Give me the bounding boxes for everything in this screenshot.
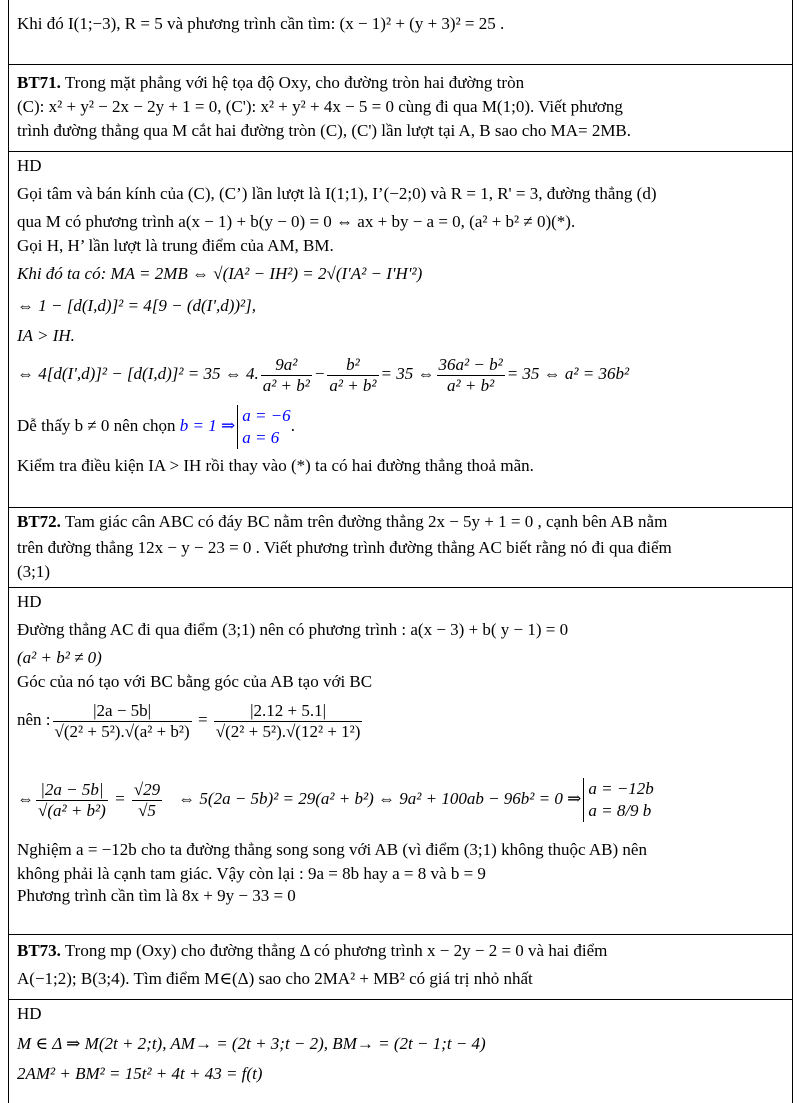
bt72-line-3: (3;1) [17, 562, 51, 581]
hd71-frac-2 [327, 355, 378, 396]
top-line: Khi đó I(1;−3), R = 5 và phương trình cần tìm: (x − 1)² + (y + 3)² = 25 . [17, 14, 505, 33]
hd72-frac-2 [214, 701, 363, 742]
hd71-line-4: Khi đó ta có: MA = 2MB ⇔ √(IA² − IH²) = 2√(I'A² − I'H'²) [17, 264, 423, 283]
hd72-line-5 [17, 764, 784, 834]
hd71-frac-2-num: b² [327, 355, 378, 376]
hd71-case-2: a = 6 [242, 428, 280, 448]
hd71-heading: HD [17, 156, 42, 175]
hd71-line-3: Gọi H, H’ lần lượt là trung điểm của AM, BM. [17, 236, 334, 255]
bt73-line-2: A(−1;2); B(3;4). Tìm điểm M∈(Δ) sao cho 2MA² + MB² có giá trị nhỏ nhất [17, 969, 533, 988]
block-bt73 [9, 935, 792, 1000]
hd71-period: . [290, 416, 295, 435]
hd72-equals: = [193, 710, 212, 729]
hd72-case-1: a = −12b [588, 779, 654, 799]
hd71-l8-a: Dễ thấy b ≠ 0 nên chọn [17, 416, 180, 435]
bt73-label: BT73. [17, 941, 61, 960]
block-bt71 [9, 65, 792, 152]
hd72-frac-1-den: √(2² + 5²).√(a² + b²) [54, 721, 190, 741]
hd71-case-bracket [237, 405, 290, 449]
bt71-line-3: trình đường thẳng qua M cắt hai đường tròn (C), (C') lần lượt tại A, B sao cho MA= 2MB. [17, 121, 632, 140]
bt71-line-2: (C): x² + y² − 2x − 2y + 1 = 0, (C'): x² + y² + 4x − 5 = 0 cùng đi qua M(1;0). Viết phương [17, 97, 623, 116]
bt72-label: BT72. [17, 512, 61, 531]
hd73-heading: HD [17, 1004, 42, 1023]
bt71-line-1 [17, 71, 784, 95]
hd73-line-2: 2AM² + BM² = 15t² + 4t + 43 = f(t) [17, 1064, 263, 1083]
hd72-frac-4 [132, 780, 162, 821]
hd71-frac-3-den: a² + b² [447, 375, 495, 395]
hd72-frac-3-den: √(a² + b²) [38, 800, 106, 820]
bt72-line-2: trên đường thẳng 12x − y − 23 = 0 . Viết phương trình đường thẳng AC biết rằng nó đi qua điểm [17, 538, 672, 557]
bt73-line-1 [17, 939, 784, 963]
document-page [8, 0, 793, 1103]
bt72-text-1: Tam giác cân ABC có đáy BC nằm trên đường thẳng 2x − 5y + 1 = 0 , cạnh bên AB nằm [64, 512, 668, 531]
hd71-minus: − [313, 364, 326, 383]
hd72-line-6: Nghiệm a = −12b cho ta đường thẳng song song với AB (vì điểm (3;1) không thuộc AB) nên [17, 840, 647, 859]
hd72-frac-3-num: |2a − 5b| [36, 780, 108, 801]
hd71-line-7 [17, 348, 784, 400]
hd71-l7-b: = 35 ⇔ [380, 364, 435, 383]
hd71-frac-1-den: a² + b² [262, 375, 310, 395]
hd72-l5-a: ⇔ [17, 789, 34, 808]
hd72-line-7: không phải là cạnh tam giác. Vậy còn lại : 9a = 8b hay a = 8 và b = 9 [17, 864, 486, 883]
bt71-label: BT71. [17, 73, 61, 92]
hd71-frac-3 [437, 355, 505, 396]
bt71-text-1: Trong mặt phẳng với hệ tọa độ Oxy, cho đường tròn hai đường tròn [64, 73, 525, 92]
bt72-line-1 [17, 510, 784, 534]
hd71-frac-2-den: a² + b² [329, 375, 377, 395]
hd72-line-1: Đường thẳng AC đi qua điểm (3;1) nên có phương trình : a(x − 3) + b( y − 1) = 0 [17, 620, 569, 639]
hd71-case-1: a = −6 [242, 406, 291, 426]
hd71-line-6: IA > IH. [17, 326, 75, 345]
hd72-l5-b: ⇔ 5(2a − 5b)² = 29(a² + b²) ⇔ 9a² + 100ab − 96b² = 0 ⇒ [178, 789, 582, 808]
hd71-line-2: qua M có phương trình a(x − 1) + b(y − 0) = 0 ⇔ ax + by − a = 0, (a² + b² ≠ 0)(*). [17, 212, 576, 231]
hd72-line-4 [17, 694, 784, 746]
hd71-line-9: Kiểm tra điều kiện IA > IH rồi thay vào (*) ta có hai đường thẳng thoả mãn. [17, 456, 534, 475]
hd72-frac-4-den: √5 [138, 800, 156, 820]
hd71-line-8 [17, 400, 784, 452]
block-bt72 [9, 508, 792, 588]
hd72-frac-4-num: √29 [133, 779, 161, 799]
hd71-l8-b: b = 1 ⇒ [179, 416, 236, 435]
hd72-equals-2: = [109, 789, 130, 808]
hd71-l7-a: ⇔ 4[d(I',d)]² − [d(I,d)]² = 35 ⇔ 4. [17, 364, 259, 383]
bt73-text-1: Trong mp (Oxy) cho đường thẳng Δ có phương trình x − 2y − 2 = 0 và hai điểm [64, 941, 608, 960]
hd71-line-5: ⇔ 1 − [d(I,d)]² = 4[9 − (d(I',d))²], [17, 296, 256, 315]
hd72-heading: HD [17, 592, 42, 611]
hd72-frac-3 [36, 780, 108, 821]
hd72-frac-2-num: |2.12 + 5.1| [214, 701, 363, 722]
hd71-frac-3-num: 36a² − b² [438, 354, 503, 374]
hd71-l7-c: = 35 ⇔ a² = 36b² [506, 364, 630, 383]
block-top [9, 0, 792, 65]
hd73-line-1: M ∈ Δ ⇒ M(2t + 2;t), AM→ = (2t + 3;t − 2), BM→ = (2t − 1;t − 4) [17, 1034, 486, 1053]
hd72-frac-1 [53, 701, 192, 742]
hd71-frac-1 [261, 355, 312, 396]
block-hd73 [9, 1000, 792, 1103]
hd72-l4-a: nên : [17, 710, 51, 729]
block-hd72 [9, 588, 792, 935]
hd72-case-bracket [583, 778, 653, 822]
hd72-frac-1-num: |2a − 5b| [53, 701, 192, 722]
hd72-case-2: a = 8/9 b [588, 801, 652, 821]
hd72-line-2: (a² + b² ≠ 0) [17, 648, 102, 667]
block-hd71 [9, 152, 792, 508]
hd72-line-8: Phương trình cần tìm là 8x + 9y − 33 = 0 [17, 886, 296, 905]
hd72-line-3: Góc của nó tạo với BC bằng góc của AB tạo với BC [17, 672, 373, 691]
hd72-frac-2-den: √(2² + 5²).√(12² + 1²) [215, 721, 361, 741]
hd71-frac-1-num: 9a² [261, 355, 312, 376]
hd71-line-1: Gọi tâm và bán kính của (C), (C’) lần lượt là I(1;1), I’(−2;0) và R = 1, R' = 3, đường thẳng (d) [17, 184, 657, 203]
